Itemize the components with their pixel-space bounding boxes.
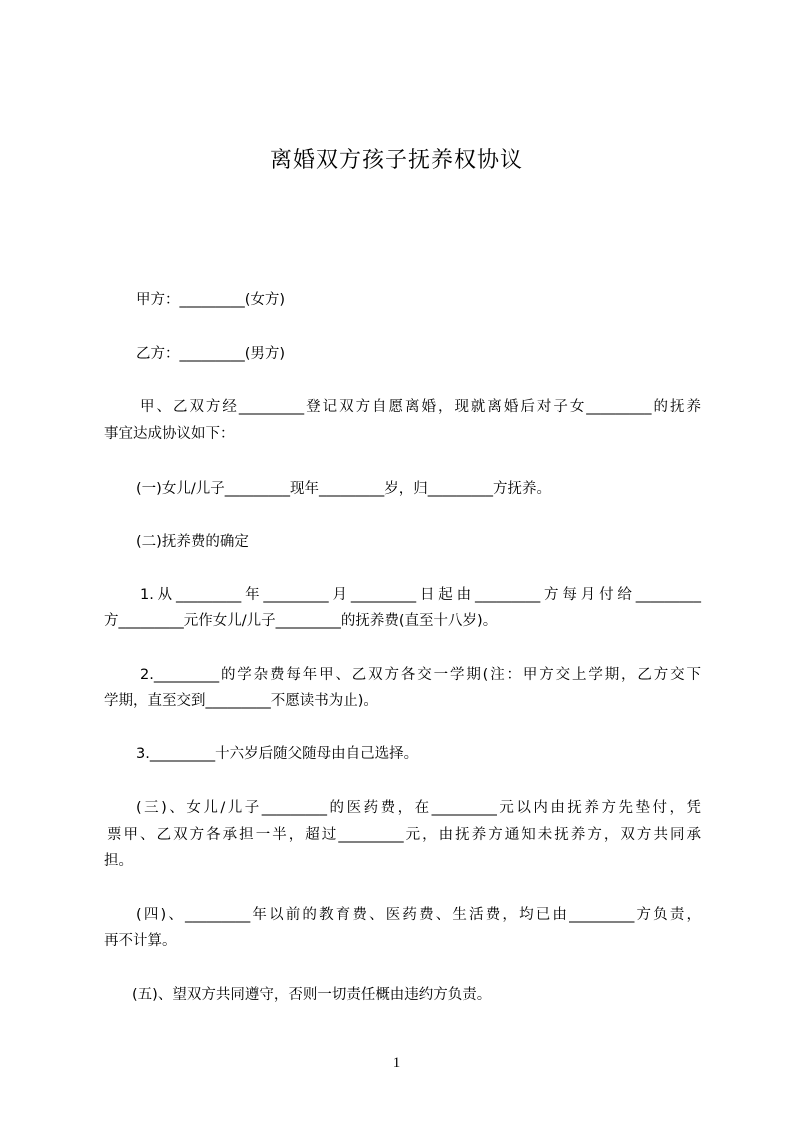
item-2-line-1: 2._________的学杂费每年甲、乙双方各交一学期(注：甲方交上学期，乙方交下 [140, 667, 701, 683]
intro-line-1: 甲、乙双方经_________登记双方自愿离婚，现就离婚后对子女_________的抚养 [140, 399, 701, 415]
clause-3-line-1: (三)、女儿/儿子_________的医药费，在_________元以内由抚养方先垫付，凭 [136, 800, 701, 816]
document-title: 离婚双方孩子抚养权协议 [269, 148, 523, 173]
clause-4-line-1: (四)、_________年以前的教育费、医药费、生活费，均已由_________方负责， [136, 907, 701, 923]
clause-3-line-3: 担。 [104, 853, 133, 869]
party-a-line: 甲方：_________(女方) [136, 292, 286, 308]
item-1-line-1: 1.从_________年_________月_________日起由_________方每月付给_________ [140, 587, 701, 603]
party-b-line: 乙方：_________(男方) [136, 346, 286, 362]
item-1-line-2: 方_________元作女儿/儿子_________的抚养费(直至十八岁)。 [104, 613, 498, 629]
clause-2-heading: (二)抚养费的确定 [136, 534, 249, 550]
page-number: 1 [392, 1055, 401, 1071]
intro-line-2: 事宜达成协议如下： [104, 426, 235, 442]
item-2-line-2: 学期，直至交到_________不愿读书为止)。 [104, 693, 378, 709]
clause-1: (一)女儿/儿子_________现年_________岁，归_________方抚养。 [136, 481, 551, 497]
clause-3-line-2: 票甲、乙双方各承担一半，超过_________元，由抚养方通知未抚养方，双方共同承 [107, 827, 701, 843]
item-3: 3._________十六岁后随父随母由自己选择。 [136, 746, 419, 762]
clause-5: (五)、望双方共同遵守，否则一切责任概由违约方负责。 [132, 987, 492, 1003]
clause-4-line-2: 再不计算。 [104, 933, 177, 949]
